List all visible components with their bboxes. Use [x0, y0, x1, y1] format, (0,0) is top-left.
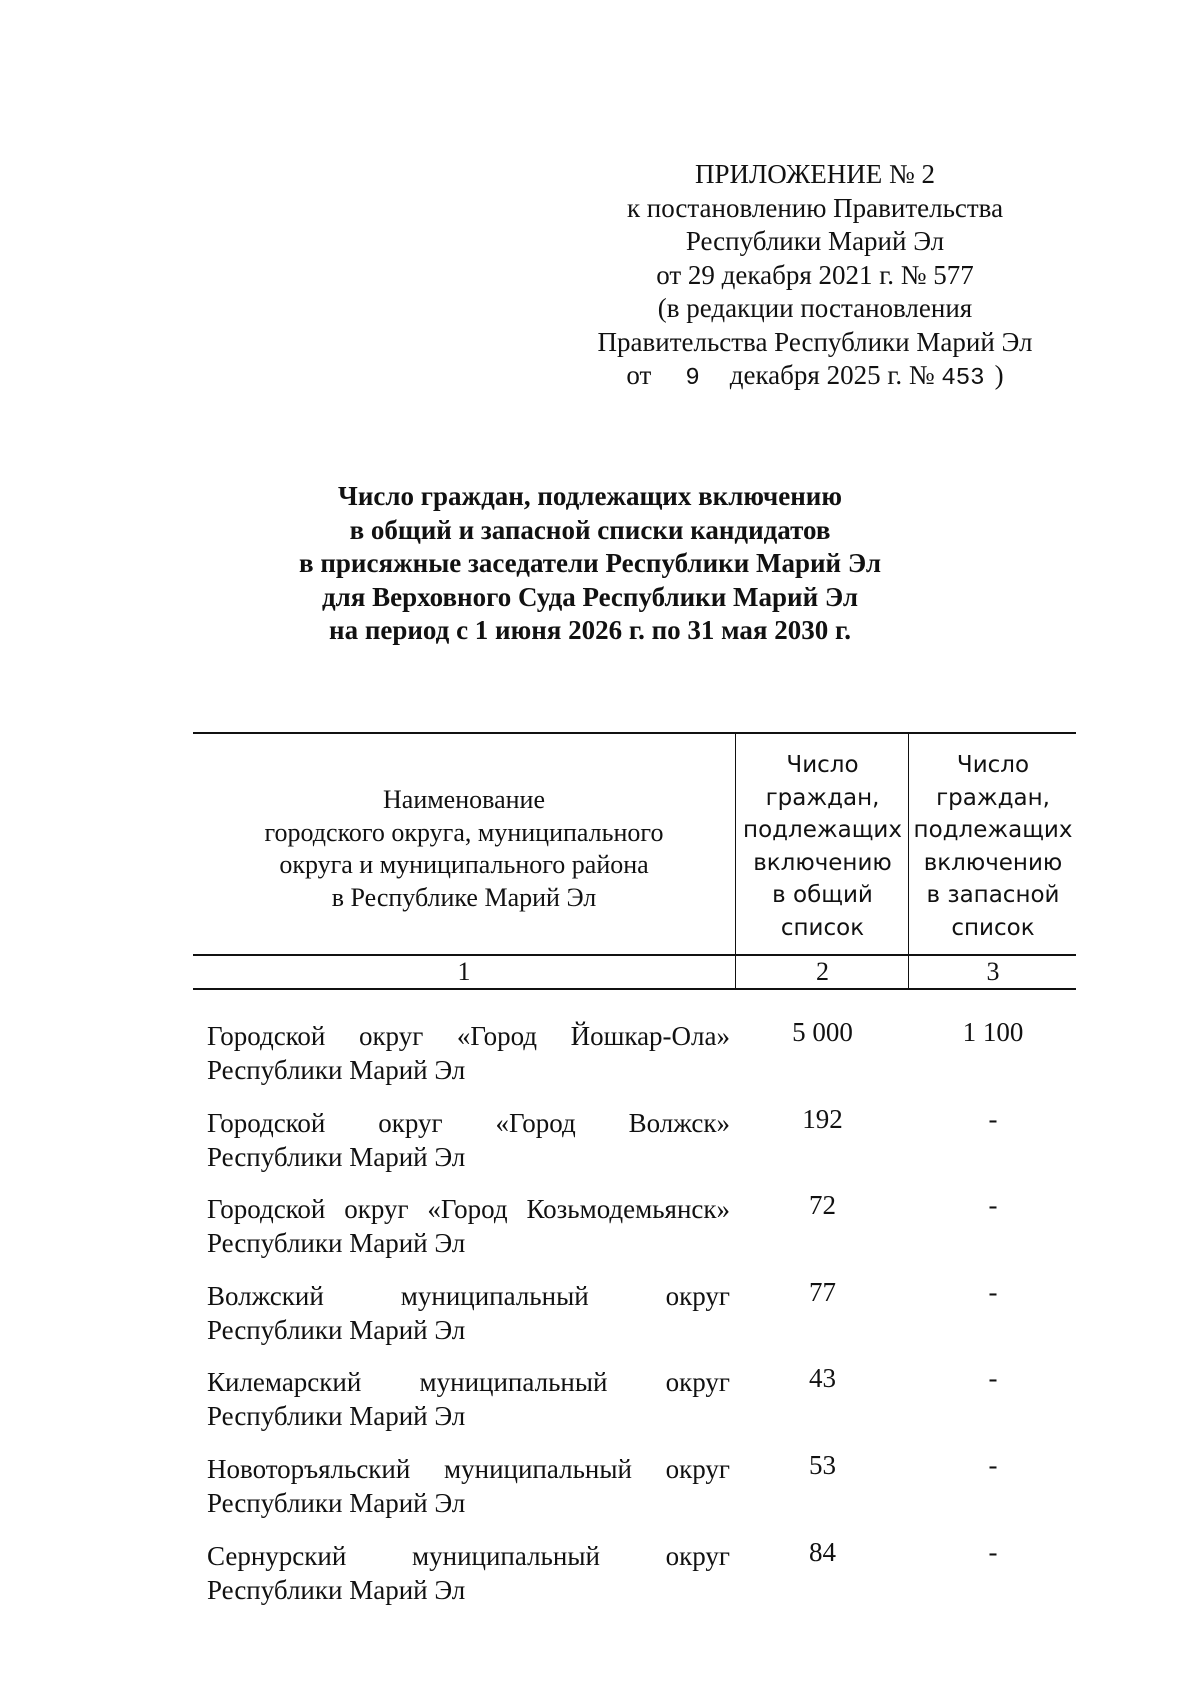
reserve-list-count: -: [988, 1190, 998, 1221]
district-name-line: Республики Марий Эл: [207, 1055, 466, 1085]
district-name-word: Новоторъяльский: [207, 1453, 411, 1484]
header-reserve-column: [910, 749, 1076, 944]
general-list-count: 72: [809, 1190, 836, 1221]
general-list-count: 53: [809, 1449, 836, 1480]
district-name-word: «Город: [495, 1107, 576, 1138]
column-number: 3: [986, 957, 1000, 986]
district-name-line: [207, 1019, 730, 1053]
table-top-rule: [193, 732, 1076, 734]
district-name-word: округ: [665, 1367, 731, 1398]
district-name-word: муниципальный: [412, 1540, 600, 1571]
header-text: в общий: [772, 882, 873, 908]
header-text: в запасной: [926, 882, 1060, 908]
reserve-list-count: -: [988, 1536, 998, 1567]
district-name-line: [207, 1365, 730, 1399]
table-row: [193, 1007, 1076, 1094]
header-text: подлежащих: [913, 817, 1073, 843]
header-text: список: [780, 914, 865, 941]
column-number: 2: [816, 957, 829, 986]
general-list-count: 77: [809, 1276, 836, 1307]
district-name-line: Республики Марий Эл: [207, 1401, 466, 1432]
district-name-word: Волжский: [207, 1280, 324, 1311]
table-row: [193, 1094, 1076, 1181]
column-divider: [908, 732, 909, 988]
district-name-line: [207, 1279, 730, 1313]
general-list-count: 84: [809, 1536, 836, 1567]
district-name-word: муниципальный: [400, 1280, 589, 1311]
column-number: 1: [457, 957, 471, 986]
edition-close: ): [994, 360, 1004, 390]
general-list-count: 192: [802, 1103, 843, 1134]
reserve-list-count: -: [988, 1276, 998, 1307]
district-name: [207, 1279, 730, 1347]
district-name-word: округ: [378, 1107, 443, 1138]
district-name-line: [207, 1452, 730, 1486]
appendix-line: от 29 декабря 2021 г. № 577: [656, 259, 974, 290]
title-line: в присяжные заседатели Республики Марий Эл: [299, 548, 881, 578]
table-row: [193, 1440, 1076, 1527]
header-text: подлежащих: [743, 817, 902, 843]
district-name-word: Килемарский: [207, 1367, 362, 1398]
district-name-word: «Город: [427, 1194, 508, 1225]
reserve-list-count: -: [988, 1103, 998, 1134]
district-name-word: Йошкар-Ола»: [570, 1021, 731, 1051]
column-divider: [735, 732, 736, 988]
header-text: граждан,: [765, 784, 880, 811]
district-name-word: округ: [665, 1540, 731, 1571]
header-text: Число: [786, 752, 859, 778]
table-row: [193, 1353, 1076, 1440]
header-text: Число: [956, 752, 1030, 778]
district-name: [207, 1019, 730, 1087]
district-name-word: Городской: [207, 1194, 326, 1225]
header-name-column: [193, 784, 735, 914]
title-line: в общий и запасной списки кандидатов: [349, 514, 831, 545]
reserve-list-count: 1 100: [962, 1017, 1024, 1047]
district-name: [207, 1192, 730, 1260]
edition-line: [560, 359, 1070, 396]
header-text: в Республике Марий Эл: [331, 882, 597, 912]
district-name-word: Волжск»: [628, 1107, 731, 1138]
district-name-line: Республики Марий Эл: [207, 1141, 466, 1172]
header-text: список: [951, 914, 1035, 941]
district-name-word: округ: [665, 1280, 730, 1311]
appendix-line: Правительства Республики Марий Эл: [597, 326, 1033, 357]
appendix-line: (в редакции постановления: [657, 293, 973, 323]
header-text: Наименование: [383, 785, 545, 814]
district-name-word: Козьмодемьянск»: [526, 1194, 731, 1225]
edition-prefix: от: [626, 360, 652, 390]
district-name-word: Городской: [207, 1021, 326, 1051]
edition-day: 9: [685, 365, 700, 392]
district-name-line: Республики Марий Эл: [207, 1228, 466, 1259]
table-row: [193, 1180, 1076, 1267]
appendix-line: к постановлению Правительства: [626, 192, 1004, 223]
reserve-list-count: -: [988, 1363, 998, 1394]
document-title: [230, 480, 950, 648]
district-name-word: муниципальный: [419, 1367, 608, 1398]
district-name: [207, 1452, 730, 1520]
appendix-header: [560, 158, 1070, 396]
title-line: Число граждан, подлежащих включению: [338, 481, 842, 511]
header-text: округа и муниципального района: [279, 850, 649, 879]
table-row: [193, 1527, 1076, 1614]
edition-number: 453: [941, 365, 985, 392]
title-line: для Верховного Суда Республики Марий Эл: [322, 581, 858, 612]
district-name: [207, 1365, 730, 1433]
district-name-word: «Город: [456, 1021, 538, 1051]
table-body: [193, 1007, 1076, 1613]
reserve-list-count: -: [988, 1449, 998, 1480]
district-name-word: Городской: [207, 1107, 326, 1138]
general-list-count: 5 000: [792, 1017, 853, 1047]
district-name-line: [207, 1106, 730, 1140]
header-general-column: [737, 749, 908, 944]
appendix-line: Республики Марий Эл: [685, 226, 945, 256]
table-row: [193, 1267, 1076, 1354]
header-text: включению: [923, 849, 1063, 876]
district-name: [207, 1106, 730, 1174]
general-list-count: 43: [809, 1363, 836, 1394]
district-name-word: Сернурский: [207, 1540, 347, 1571]
title-line: на период с 1 июня 2026 г. по 31 мая 2030 г.: [329, 615, 851, 645]
edition-month-year: декабря 2025 г. №: [729, 360, 935, 390]
header-text: включению: [753, 849, 892, 876]
district-name-line: [207, 1192, 730, 1226]
header-text: городского округа, муниципального: [264, 817, 664, 847]
district-name-line: Республики Марий Эл: [207, 1314, 466, 1345]
district-name: [207, 1539, 730, 1607]
district-name-word: муниципальный: [444, 1453, 632, 1484]
district-name-line: Республики Марий Эл: [207, 1487, 466, 1518]
district-name-line: Республики Марий Эл: [207, 1574, 466, 1605]
district-name-word: округ: [344, 1194, 409, 1225]
column-numbers-rule: [193, 988, 1076, 990]
header-text: граждан,: [936, 784, 1050, 811]
district-name-line: [207, 1539, 730, 1573]
appendix-title: ПРИЛОЖЕНИЕ № 2: [694, 159, 936, 189]
district-name-word: округ: [358, 1021, 424, 1051]
district-name-word: округ: [665, 1453, 730, 1484]
